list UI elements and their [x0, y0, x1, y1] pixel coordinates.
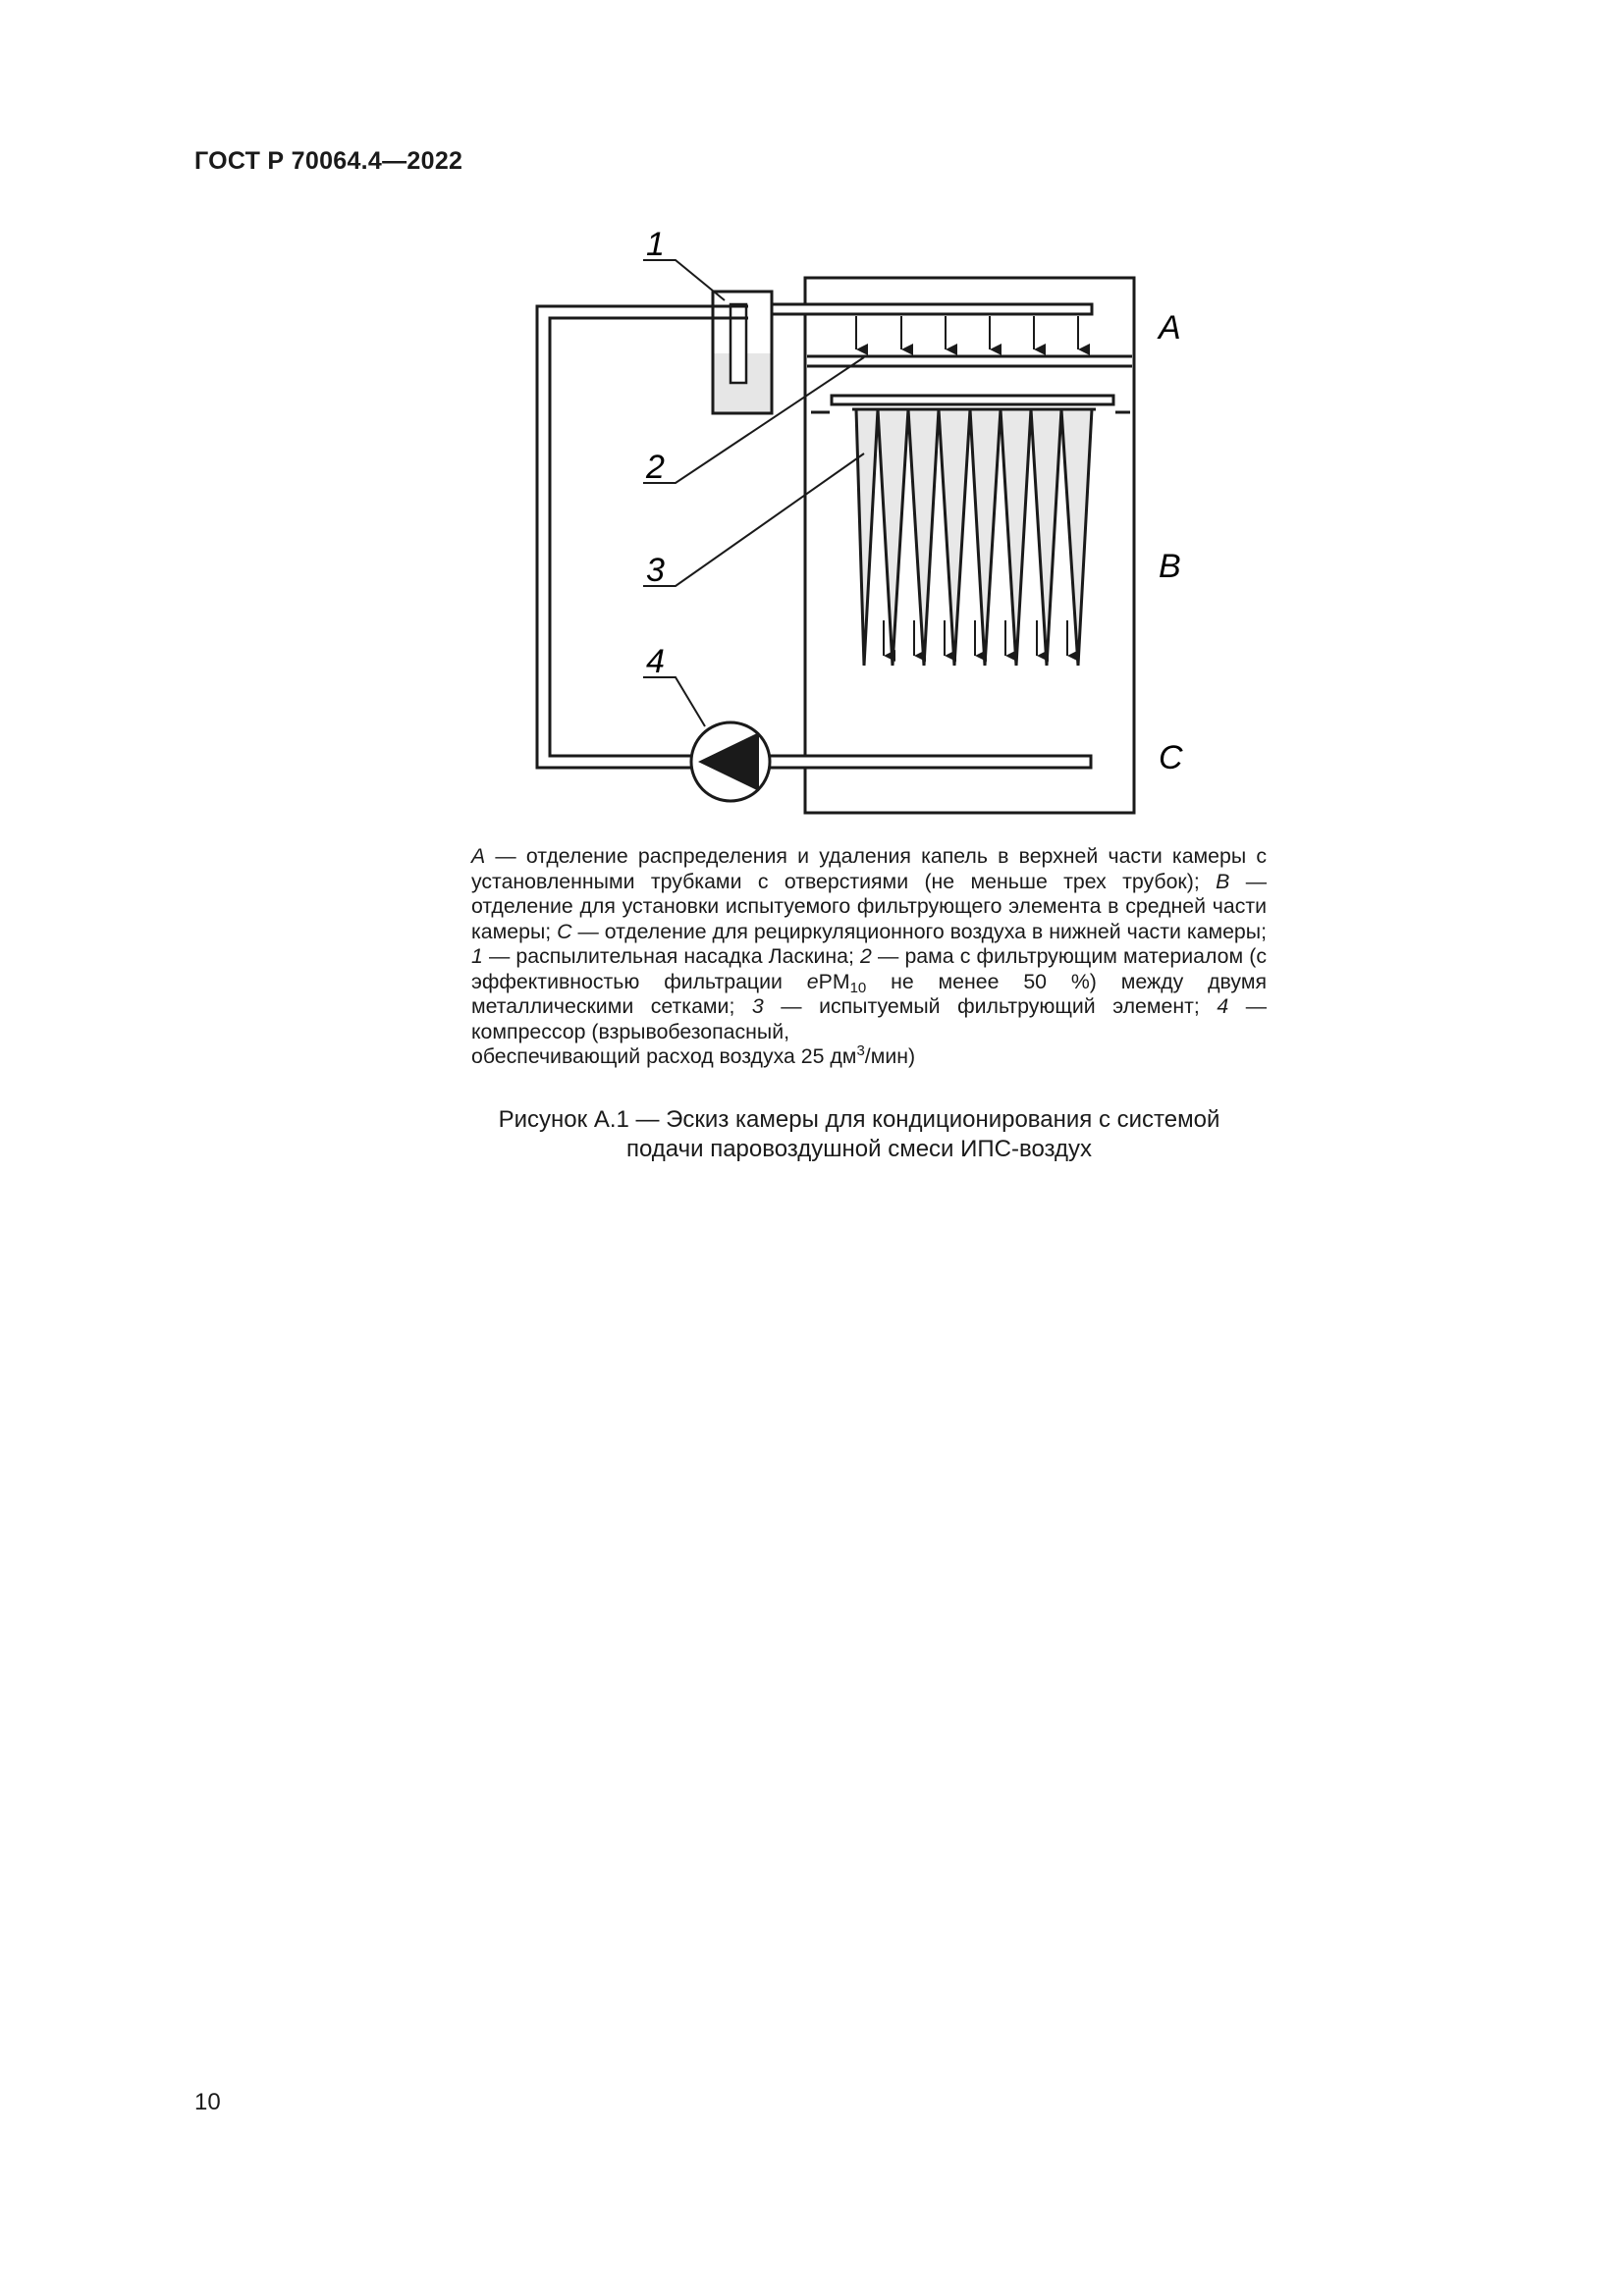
page-number: 10: [194, 2089, 221, 2115]
legend-text-4c: /мин): [864, 1044, 916, 1068]
legend-key-4: 4: [1217, 994, 1229, 1018]
legend-key-c: C: [557, 919, 572, 943]
legend-text-4: — компрессор (взрывобезопасный,: [471, 994, 1267, 1043]
filter-flow-arrows: [884, 620, 1067, 656]
callout-1: 1: [646, 226, 665, 263]
legend-text-2: — рама с фильтрующим материалом (с эффективностью фильтрации: [471, 944, 1267, 993]
recirculation-pipe: [766, 756, 1091, 768]
legend-key-1: 1: [471, 944, 483, 968]
document-header: ГОСТ Р 70064.4—2022: [194, 147, 463, 175]
legend-text-b: — отделение для установки испытуемого фильтрующего элемента в средней части камеры;: [471, 869, 1267, 943]
figure-legend: [471, 844, 1267, 1070]
legend-key-b: B: [1216, 869, 1230, 893]
legend-key-a: A: [471, 844, 486, 868]
epm-sub: 10: [849, 979, 867, 996]
legend-text-4b: обеспечивающий расход воздуха 25 дм: [471, 1044, 857, 1068]
legend-text-c: — отделение для рециркуляционного воздуха в нижней части камеры;: [571, 919, 1267, 943]
legend-text-a: — отделение распределения и удаления капель в верхней части камеры с установленными трубками с отверстиями (не меньше трех трубок);: [471, 844, 1268, 893]
figure-caption: [373, 1105, 1345, 1164]
callout-3: 3: [646, 552, 665, 589]
conditioning-chamber-diagram: [0, 0, 1624, 883]
caption-line-2: подачи паровоздушной смеси ИПС-воздух: [625, 1136, 1092, 1162]
legend-last-line: [471, 1044, 1267, 1070]
compressor-icon: [691, 722, 770, 801]
callout-2: 2: [646, 449, 665, 486]
filter-frame: [832, 396, 1113, 404]
epm-e: e: [806, 969, 819, 993]
distribution-pipe: [771, 304, 1092, 314]
legend-key-3: 3: [751, 994, 764, 1018]
legend-text-1: — распылительная насадка Ласкина;: [482, 944, 861, 968]
section-label-a: A: [1159, 309, 1181, 347]
spray-arrows: [856, 316, 1078, 349]
legend-key-2: 2: [860, 944, 872, 968]
section-label-b: B: [1159, 548, 1181, 585]
laskin-nozzle: [713, 292, 772, 413]
legend-text-2b: не менее 50 %) между двумя металлическими сетками;: [471, 969, 1267, 1018]
unit-sup: 3: [856, 1042, 865, 1059]
legend-text-3: — испытуемый фильтрующий элемент;: [763, 994, 1218, 1018]
epm-pm: PM: [818, 969, 850, 993]
section-label-c: C: [1159, 739, 1183, 776]
callout-4: 4: [646, 643, 665, 680]
caption-line-1: Рисунок А.1 — Эскиз камеры для кондиционирования с системой: [498, 1106, 1220, 1133]
